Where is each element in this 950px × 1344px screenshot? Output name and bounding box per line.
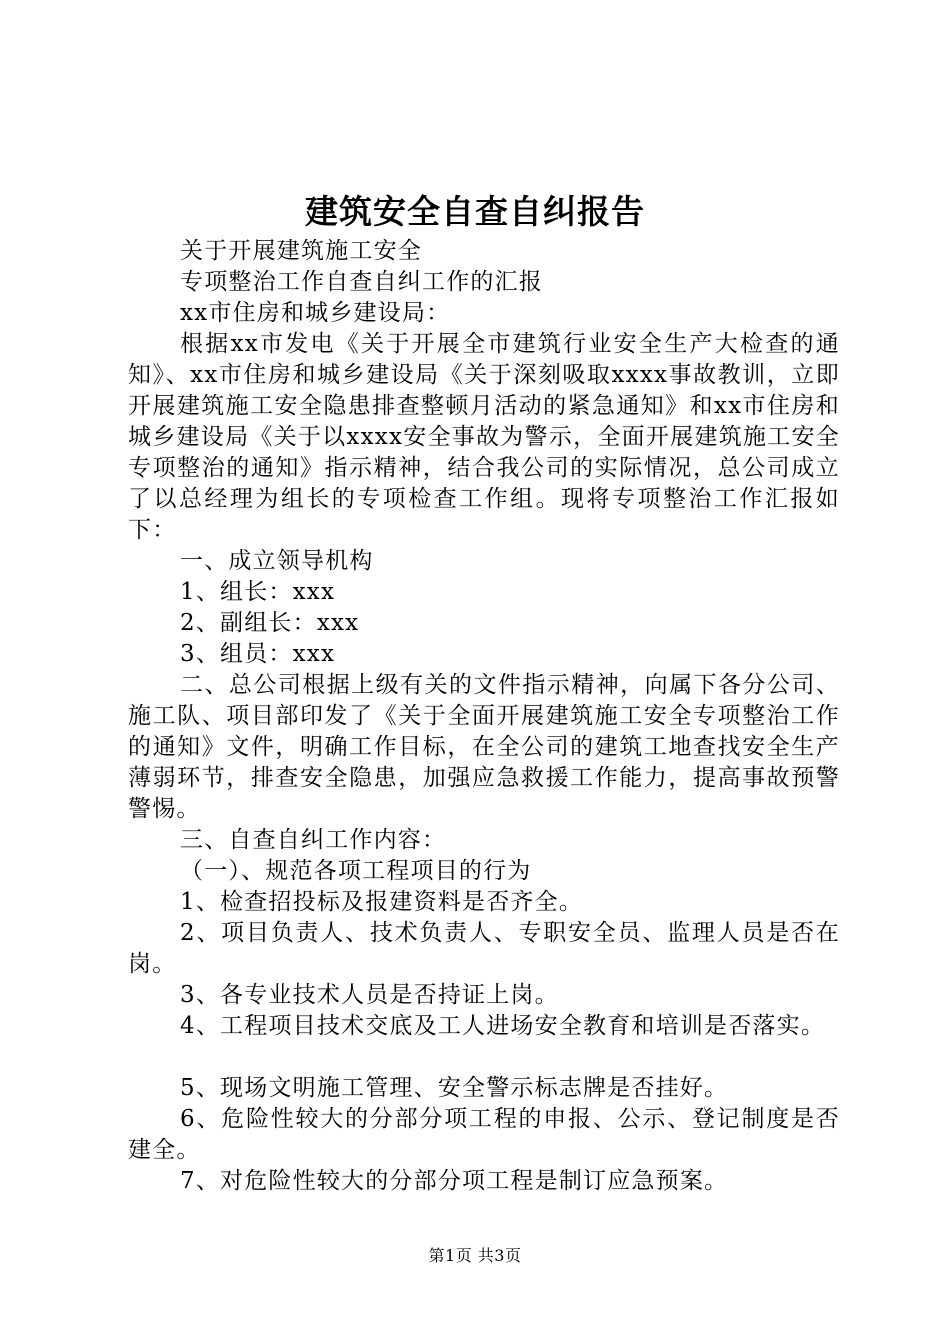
subsection-heading: （一）、规范各项工程项目的行为 [180, 858, 532, 884]
list-item: 3、组员：xxx [180, 641, 336, 667]
list-item: 6、危险性较大的分部分项工程的申报、公示、登记制度是否建全。 [128, 1106, 840, 1163]
document-title: 建筑安全自查自纠报告 [305, 192, 645, 231]
list-item: 1、组长：xxx [180, 579, 336, 605]
section-heading-3: 三、自查自纠工作内容： [180, 827, 447, 853]
page-footer: 第1页 共3页 [428, 1246, 522, 1265]
blank-line [128, 1042, 840, 1073]
paragraph-section-2: 二、总公司根据上级有关的文件指示精神，向属下各分公司、施工队、项目部印发了《关于全面开展建筑施工安全专项整治工作的通知》文件，明确工作目标，在全公司的建筑工地查找安全生产薄弱环节，排查安全隐患，加强应急救援工作能力，提高事故预警警惕。 [128, 672, 840, 822]
heading-line-1: 关于开展建筑施工安全 [180, 238, 422, 264]
list-item: 2、副组长：xxx [180, 610, 360, 636]
list-item: 1、检查招投标及报建资料是否齐全。 [180, 889, 584, 915]
addressee: xx市住房和城乡建设局： [180, 300, 451, 326]
list-item: 5、现场文明施工管理、安全警示标志牌是否挂好。 [180, 1075, 729, 1101]
list-item: 7、对危险性较大的分部分项工程是制订应急预案。 [180, 1168, 729, 1194]
heading-line-2: 专项整治工作自查自纠工作的汇报 [180, 269, 543, 295]
list-item: 2、项目负责人、技术负责人、专职安全员、监理人员是否在岗。 [128, 920, 840, 977]
list-item: 3、各专业技术人员是否持证上岗。 [180, 982, 559, 1008]
paragraph-intro: 根据xx市发电《关于开展全市建筑行业安全生产大检查的通知》、xx市住房和城乡建设局《关于深刻吸取xxxx事故教训，立即开展建筑施工安全隐患排查整顿月活动的紧急通知》和xx市住房和城乡建设局《关于以xxxx安全事故为警示，全面开展建筑施工安全专项整治的通知》指示精神，结合我公司的实际情况，总公司成立了以总经理为组长的专项检查工作组。现将专项整治工作汇报如下： [128, 331, 840, 543]
document-body [128, 236, 840, 1197]
section-heading-1: 一、成立领导机构 [180, 548, 374, 574]
list-item: 4、工程项目技术交底及工人进场安全教育和培训是否落实。 [180, 1013, 826, 1039]
